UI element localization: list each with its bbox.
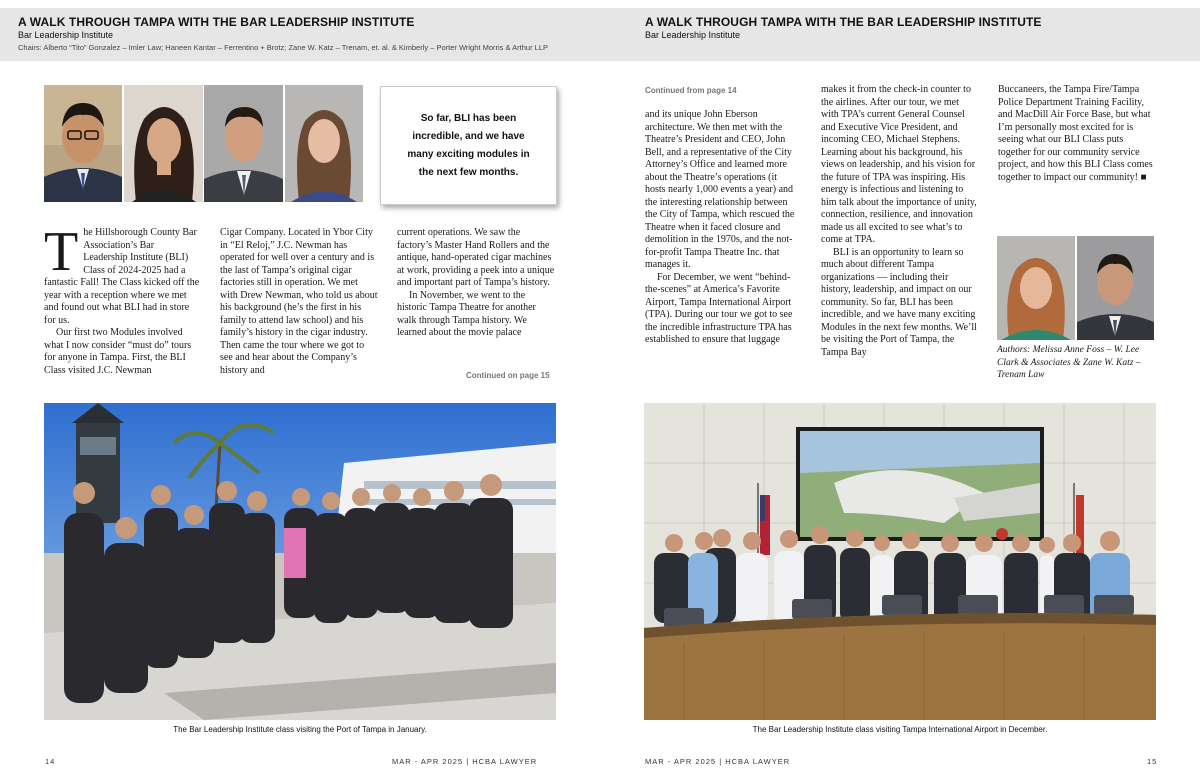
article-column-1 [645, 109, 797, 347]
article-title: A WALK THROUGH TAMPA WITH THE BAR LEADERSHIP INSTITUTE [645, 15, 1042, 29]
paragraph: Buccaneers, the Tampa Fire/Tampa Police Department Training Facility, and MacDill Air Force Base, but what I’m personally most excited for is seeing what our BLI Class puts together for our community service project, and how this BLI Class comes together to impact our community! ■ [998, 84, 1153, 183]
paragraph: In November, we went to the historic Tampa Theatre for another walk through Tampa history. We learned about the movie palace [397, 289, 536, 338]
headshot-photo [124, 85, 203, 202]
article-column-2 [821, 84, 979, 359]
group-photo-port [44, 403, 556, 720]
paragraph: current operations. We saw the factory’s Master Hand Rollers and the antique, hand-operated cigar machines at work, providing a peek into a unique and important part of Tampa’s history. [397, 227, 555, 288]
author-photo [997, 236, 1075, 340]
page-number: 15 [1147, 757, 1158, 766]
paragraph: and its unique John Eberson architecture. We then met with the Theatre’s President and CEO, John Bell, and a representative of the City Attorney’s Office and learned more about the Theatre’s operations (it hosts nearly 1,000 events a year) and the interesting relationship between the City of Tampa, which rescued the Theatre when it faced closure and demolition in the 1970s, and the not-for-profit Tampa Theatre Inc. that manages it. [645, 109, 795, 270]
article-title: A WALK THROUGH TAMPA WITH THE BAR LEADERSHIP INSTITUTE [18, 15, 415, 29]
headshot-photo [44, 85, 122, 202]
committee-chairs: Chairs: Alberto “Tito” Gonzalez – Imler Law; Haneen Kantar – Ferrentino + Brotz; Zane W. Katz – Trenam, et. al. & Kimberly – Porter Wright Morris & Arthur LLP [18, 43, 549, 52]
section-subtitle: Bar Leadership Institute [18, 30, 114, 40]
page-header [600, 8, 1200, 61]
authors-caption: Authors: Melissa Anne Foss – W. Lee Clark & Associates & Zane W. Katz – Trenam Law [997, 345, 1141, 380]
page-number: 14 [45, 757, 56, 766]
paragraph: BLI is an opportunity to learn so much about different Tampa organizations — including their history, leadership, and impact on our community. So far, BLI has been incredible, and we have many exciting Modules in the next few months. We’ll be visiting the Port of Tampa, the Tampa Bay [821, 246, 977, 358]
continued-from-link[interactable]: Continued from page 14 [645, 86, 737, 95]
page-header [0, 8, 600, 61]
headshot-photo [204, 85, 283, 202]
drop-cap: T [44, 221, 79, 283]
photo-caption: The Bar Leadership Institute class visiting Tampa International Airport in December. [752, 725, 1048, 734]
article-column-2 [220, 227, 378, 377]
group-photo-airport [644, 403, 1156, 720]
pull-quote-text: So far, BLI has been incredible, and we have many exciting modules in the next few months. [407, 112, 530, 178]
headshot-photo [285, 85, 363, 202]
paragraph: For December, we went “behind-the-scenes” at America’s Favorite Airport, Tampa International Airport (TPA). During our tour we got to see the incredible infrastructure TPA has established to ensure that luggage [645, 271, 793, 345]
photo-caption: The Bar Leadership Institute class visiting the Port of Tampa in January. [173, 725, 427, 734]
paragraph: makes it from the check-in counter to the airlines. After our tour, we met with TPA’s current General Counsel and Executive Vice President, and incoming CEO, Michael Stephens. Learning about his background, his views on leadership, and his vision for the future of TPA was inspiring. His energy is infectious and listening to him talk about the importance of unity, connection, resilience, and innovation made us all excited to see what’s to come at TPA. [821, 84, 977, 245]
paragraph: Our first two Modules involved what I now consider “must do” tours for anyone in Tampa. First, the BLI Class visited J.C. Newman [44, 327, 192, 376]
right-page [600, 0, 1200, 776]
pull-quote [380, 86, 557, 205]
paragraph: Cigar Company. Located in Ybor City in “El Reloj,” J.C. Newman has operated for well over a century and is the last of Tampa’s original cigar factories still in operation. We met with Drew Newman, who told us about his background (he’s the first in his family to attend law school) and his family’s history in the cigar industry. Then came the tour where we got to see and hear about the Company’s history and [220, 227, 378, 376]
issue-label: MAR - APR 2025 | HCBA LAWYER [645, 757, 791, 766]
paragraph: he Hillsborough County Bar Association’s Bar Leadership Institute (BLI) Class of 2024-2025 had a fantastic Fall! The Class kicked off the year with a reception where we met and found out what BLI had in store for us. [44, 227, 200, 326]
section-subtitle: Bar Leadership Institute [645, 30, 741, 40]
issue-label: MAR - APR 2025 | HCBA LAWYER [392, 757, 538, 766]
continued-link[interactable]: Continued on page 15 [466, 371, 550, 380]
author-photo [1077, 236, 1154, 340]
article-column-1 [44, 221, 200, 377]
article-column-3 [998, 84, 1158, 184]
article-column-3 [397, 227, 557, 340]
